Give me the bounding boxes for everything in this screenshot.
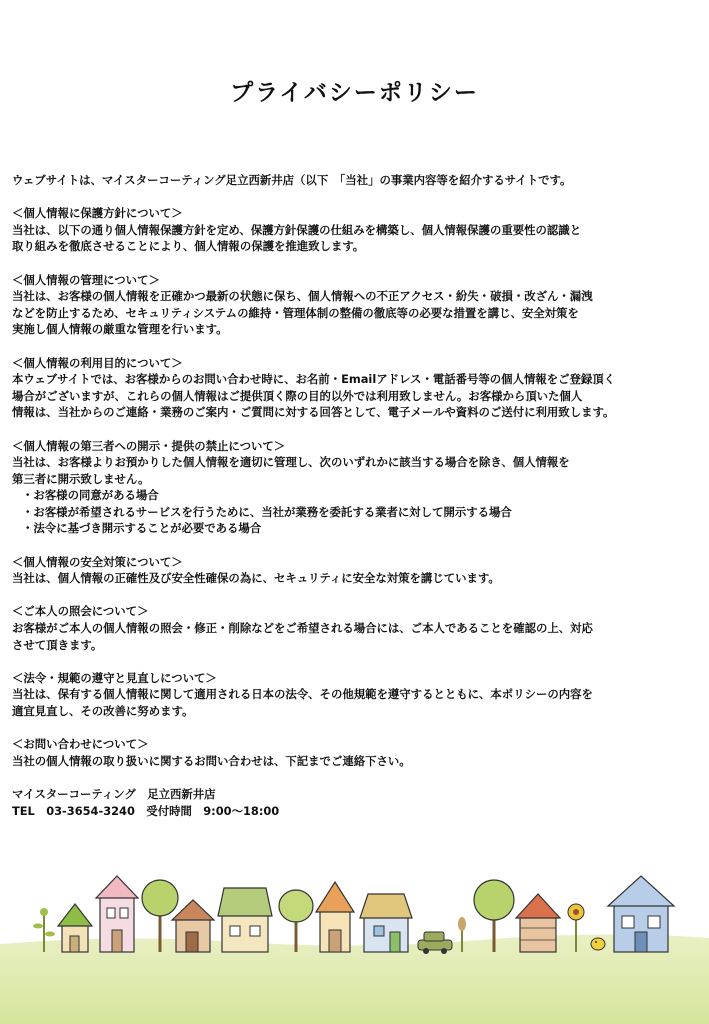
section-contact [12,736,702,769]
section-heading: ＜個人情報に保護方針について＞ [12,206,183,221]
section-line: 当社の個人情報の取り扱いに関するお問い合わせは、下記までご連絡下さい。 [12,753,411,768]
section-line: 情報は、当社からのご連絡・業務のご案内・ご質問に対する回答として、電子メールや資料のご送付に利用致します。 [12,405,615,420]
section-protection-policy [12,205,702,255]
section-management [12,272,702,338]
section-heading: ＜ご本人の照会について＞ [12,604,149,619]
town-illustration [0,860,709,1024]
section-line: 当社は、お客様よりお預かりした個人情報を適切に管理し、次のいずれかに該当する場合を除き、個人情報を [12,455,570,470]
tree-icon [279,890,313,952]
policy-body [12,172,702,819]
section-line: 適宜見直し、その改善に努めます。 [12,704,194,718]
section-heading: ＜法令・規範の遵守と見直しについて＞ [12,670,217,685]
house-icon [96,876,138,952]
section-line: などを防止するため、セキュリティシステムの維持・管理体制の整備の徹底等の必要な措置を講じ、安全対策を [12,305,579,320]
section-line: 当社は、以下の通り個人情報保護方針を定め、保護方針保護の仕組みを構築し、個人情報保護の重要性の認識と [12,222,582,237]
bird-icon [591,938,605,950]
phone-hours: TEL 03-3654-3240 受付時間 9:00〜18:00 [12,803,280,818]
house-icon [608,876,674,952]
section-line: お客様がご本人の個人情報の照会・修正・削除などをご希望される場合には、ご本人であることを確認の上、対応 [12,621,593,636]
section-security [12,554,702,587]
contact-block [12,786,702,819]
section-line: 本ウェブサイトでは、お客様からのお問い合わせ時に、お名前・Emailアドレス・電話番号等の個人情報をご登録頂く [12,372,616,387]
section-line: 当社は、個人情報の正確性及び安全性確保の為に、セキュリティに安全な対策を講じています。 [12,571,500,586]
bullet-item: ・お客様が希望されるサービスを行うために、当社が業務を委託する業者に対して開示する場合 [22,504,512,519]
house-icon [218,888,272,952]
section-third-party [12,438,702,538]
section-line: 第三者に開示致しません。 [12,471,150,486]
section-inquiry-self [12,603,702,653]
section-line: 取り組みを徹底させることにより、個人情報の保護を推進致します。 [12,239,365,254]
section-heading: ＜お問い合わせについて＞ [12,737,149,752]
section-heading: ＜個人情報の利用目的について＞ [12,355,183,370]
section-line: 場合がございますが、これらの個人情報はご提供頂く際の目的以外では利用致しません。お客様から頂いた個人 [12,388,583,403]
section-line: させて頂きます。 [12,637,103,652]
house-icon [58,904,92,952]
bullet-item: ・法令に基づき開示することが必要である場合 [22,521,262,536]
house-icon [172,900,214,952]
section-line: 実施し個人情報の厳重な管理を行います。 [12,322,228,337]
house-icon [360,894,412,952]
bullet-item: ・お客様の同意がある場合 [22,488,159,503]
intro-text: ウェブサイトは、マイスターコーティング足立西新井店（以下 「当社」の事業内容等を紹介するサイトです。 [12,173,572,187]
section-compliance [12,670,702,720]
section-line: 当社は、保有する個人情報に関して適用される日本の法令、その他規範を遵守するとともに、本ポリシーの内容を [12,687,593,702]
section-line: 当社は、お客様の個人情報を正確かつ最新の状態に保ち、個人情報への不正アクセス・紛失・破損・改ざん・漏洩 [12,289,593,304]
section-heading: ＜個人情報の第三者への開示・提供の禁止について＞ [12,438,286,453]
company-name: マイスターコーティング 足立西新井店 [12,786,216,801]
section-heading: ＜個人情報の管理について＞ [12,272,160,287]
house-icon [516,894,560,952]
section-purpose [12,355,702,421]
section-heading: ＜個人情報の安全対策について＞ [12,554,183,569]
house-icon [316,882,354,952]
page-title: プライバシーポリシー [230,80,479,106]
